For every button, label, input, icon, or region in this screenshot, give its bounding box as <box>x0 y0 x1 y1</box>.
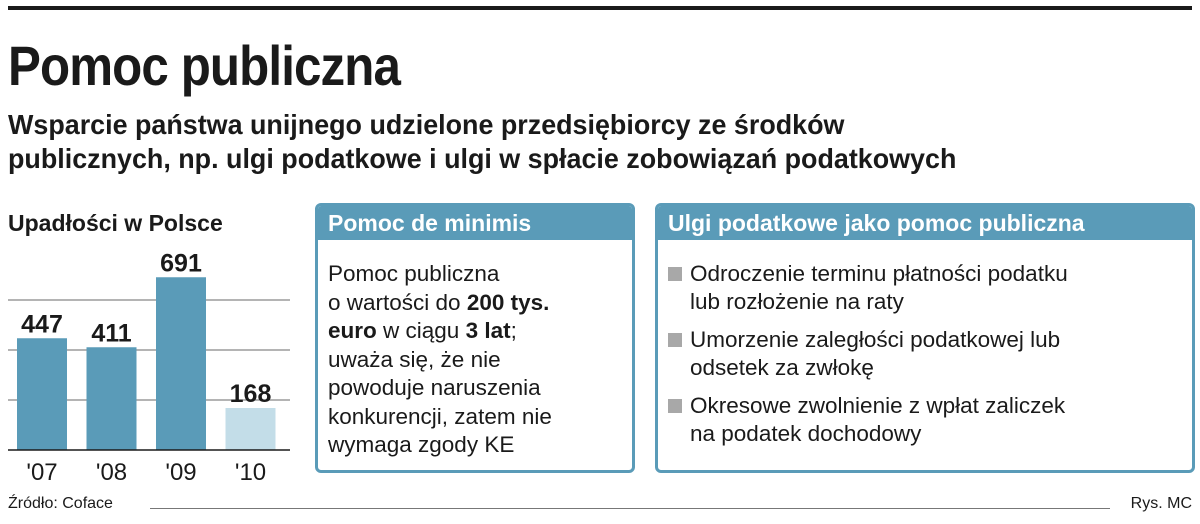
de-minimis-body <box>318 240 632 460</box>
footer-rule <box>150 508 1110 509</box>
list-item-line: Odroczenie terminu płatności podatku <box>690 261 1068 286</box>
tax-relief-list <box>658 240 1192 448</box>
list-item-line: lub rozłożenie na raty <box>690 289 904 314</box>
body-text: o wartości do <box>328 289 467 315</box>
body-text: powoduje naruszenia <box>328 375 541 400</box>
de-minimis-header: Pomoc de minimis <box>318 206 632 240</box>
x-tick-label: '10 <box>234 459 267 485</box>
body-text: Pomoc publiczna <box>328 261 500 286</box>
square-bullet-icon <box>668 333 682 347</box>
x-tick-label: '08 <box>95 459 128 485</box>
body-text: uważa się, że nie <box>328 346 501 372</box>
chart-title: Upadłości w Polsce <box>8 210 223 236</box>
data-label: 411 <box>91 319 132 348</box>
de-minimis-line <box>328 260 624 289</box>
tax-relief-header: Ulgi podatkowe jako pomoc publiczna <box>658 206 1192 240</box>
square-bullet-icon <box>668 267 682 281</box>
subtitle <box>8 108 1179 176</box>
data-label: 691 <box>160 249 202 278</box>
de-minimis-line <box>328 346 624 375</box>
list-item <box>668 326 1186 382</box>
list-item-line: Okresowe zwolnienie z wpłat zaliczek <box>690 393 1066 418</box>
bar <box>156 277 206 450</box>
de-minimis-line <box>328 431 624 460</box>
bar <box>226 408 276 450</box>
tax-relief-box <box>655 203 1195 473</box>
subtitle-line-1: Wsparcie państwa unijnego udzielone przedsiębiorcy ze środków <box>8 109 845 140</box>
list-item <box>668 392 1186 448</box>
page-title: Pomoc publiczna <box>8 34 401 97</box>
bankruptcy-bar-chart <box>0 240 300 485</box>
data-label: 168 <box>229 380 272 408</box>
x-tick-label: '09 <box>165 459 197 485</box>
source-note: Źródło: Coface <box>8 495 113 512</box>
bar <box>17 338 67 450</box>
list-item-line: odsetek za zwłokę <box>690 355 874 380</box>
body-text: konkurencji, zatem nie <box>328 403 552 429</box>
body-text: w ciągu <box>376 318 466 343</box>
body-text: wymaga zgody KE <box>328 432 515 457</box>
list-item-line: na podatek dochodowy <box>690 421 922 446</box>
list-item-line: Umorzenie zaległości podatkowej lub <box>690 327 1061 352</box>
bar <box>87 347 137 450</box>
de-minimis-line <box>328 374 624 403</box>
footer <box>8 493 1192 515</box>
de-minimis-line <box>328 403 624 432</box>
x-tick-label: '07 <box>26 459 58 485</box>
top-rule <box>8 6 1192 10</box>
data-label: 447 <box>21 310 63 339</box>
subtitle-line-2: publicznych, np. ulgi podatkowe i ulgi w spłacie zobowiązań podatkowych <box>8 143 957 174</box>
highlight-text: euro <box>328 318 377 343</box>
de-minimis-line <box>328 317 624 346</box>
square-bullet-icon <box>668 399 682 413</box>
de-minimis-box <box>315 203 635 473</box>
highlight-text: 200 tys. <box>466 289 550 315</box>
highlight-text: 3 lat <box>465 318 511 343</box>
credit-note: Rys. MC <box>1130 495 1192 512</box>
de-minimis-line <box>328 289 624 318</box>
list-item <box>668 260 1186 316</box>
body-text: ; <box>510 318 517 343</box>
